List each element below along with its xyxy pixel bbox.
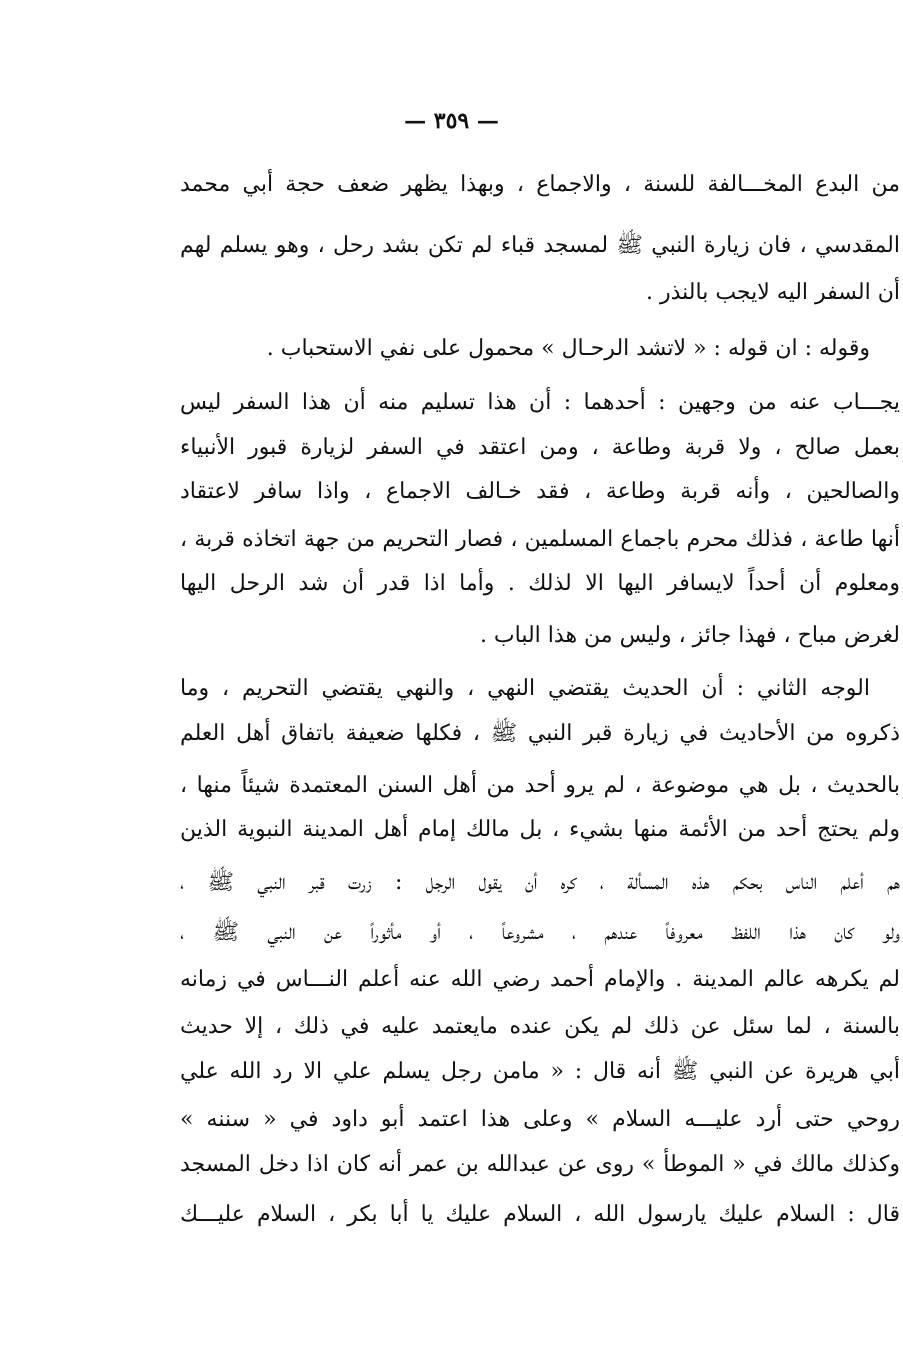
text-line: قال : السلام عليك يارسول الله ، السلام عليك يا أبا بكر ، السلام عليـــك <box>180 1202 900 1227</box>
text-line: والصالحين ، وأنه قربة وطاعة ، فقد خـالف الاجماع ، واذا سافر لاعتقاد <box>180 479 900 504</box>
text-line: هم أعلم الناس بحكم هذه المسألة ، كره أن يقول الرجل : زرت قبر النبي ﷺ ، <box>180 870 900 895</box>
text-line: وقوله : ان قوله : « لاتشد الرحـال » محمول على نفي الاستحباب . <box>266 336 870 361</box>
text-line: لغرض مباح ، فهذا جائز ، وليس من هذا الباب . <box>479 623 900 648</box>
text-line: روحي حتى أرد عليـــه السلام » وعلى هذا اعتمد أبو داود في « سننه » <box>180 1107 900 1132</box>
text-line: بالسنة ، لما سئل عن ذلك لم يكن عنده مايعتمد عليه في ذلك ، إلا حديث <box>180 1014 900 1039</box>
text-line: بعمل صالح ، ولا قربة وطاعة ، ومن اعتقد في السفر لزيارة قبور الأنبياء <box>180 435 900 460</box>
text-line: المقدسي ، فان زيارة النبي ﷺ لمسجد قباء لم تكن بشد رحل ، وهو يسلم لهم <box>180 233 900 258</box>
text-line: أبي هريرة عن النبي ﷺ أنه قال : « مامن رجل يسلم علي الا رد الله علي <box>180 1059 900 1084</box>
text-line: أن السفر اليه لايجب بالنذر . <box>646 280 900 305</box>
text-line: بالحديث ، بل هي موضوعة ، لم يرو أحد من أهل السنن المعتمدة شيئاً منها ، <box>180 773 900 798</box>
text-line: لم يكرهه عالم المدينة . والإمام أحمد رضي الله عنه أعلم النـــاس في زمانه <box>180 967 900 992</box>
page-number: — ٣٥٩ — <box>404 108 499 134</box>
text-line: ولو كان هذا اللفظ معروفاً عندهم ، مشروعاً ، أو مأثوراً عن النبي ﷺ ، <box>180 920 900 945</box>
text-line: الوجه الثاني : أن الحديث يقتضي النهي ، والنهي يقتضي التحريم ، وما <box>180 676 870 701</box>
text-line: من البدع المخـــالفة للسنة ، والاجماع ، وبهذا يظهر ضعف حجة أبي محمد <box>180 172 900 197</box>
text-line: وكذلك مالك في « الموطأ » روى عن عبدالله بن عمر أنه كان اذا دخل المسجد <box>180 1152 900 1177</box>
text-line: ذكروه من الأحاديث في زيارة قبر النبي ﷺ ، فكلها ضعيفة باتفاق أهل العلم <box>180 721 900 746</box>
text-line: أنها طاعة ، فذلك محرم باجماع المسلمين ، فصار التحريم من جهة اتخاذه قربة ، <box>180 527 900 552</box>
text-line: يجـــاب عنه من وجهين : أحدهما : أن هذا تسليم منه أن هذا السفر ليس <box>180 390 900 415</box>
text-line: ومعلوم أن أحداً لايسافر اليها الا لذلك . وأما اذا قدر أن شد الرحل اليها <box>180 571 900 596</box>
text-line: ولم يحتج أحد من الأئمة منها بشيء ، بل مالك إمام أهل المدينة النبوية الذين <box>180 817 900 842</box>
